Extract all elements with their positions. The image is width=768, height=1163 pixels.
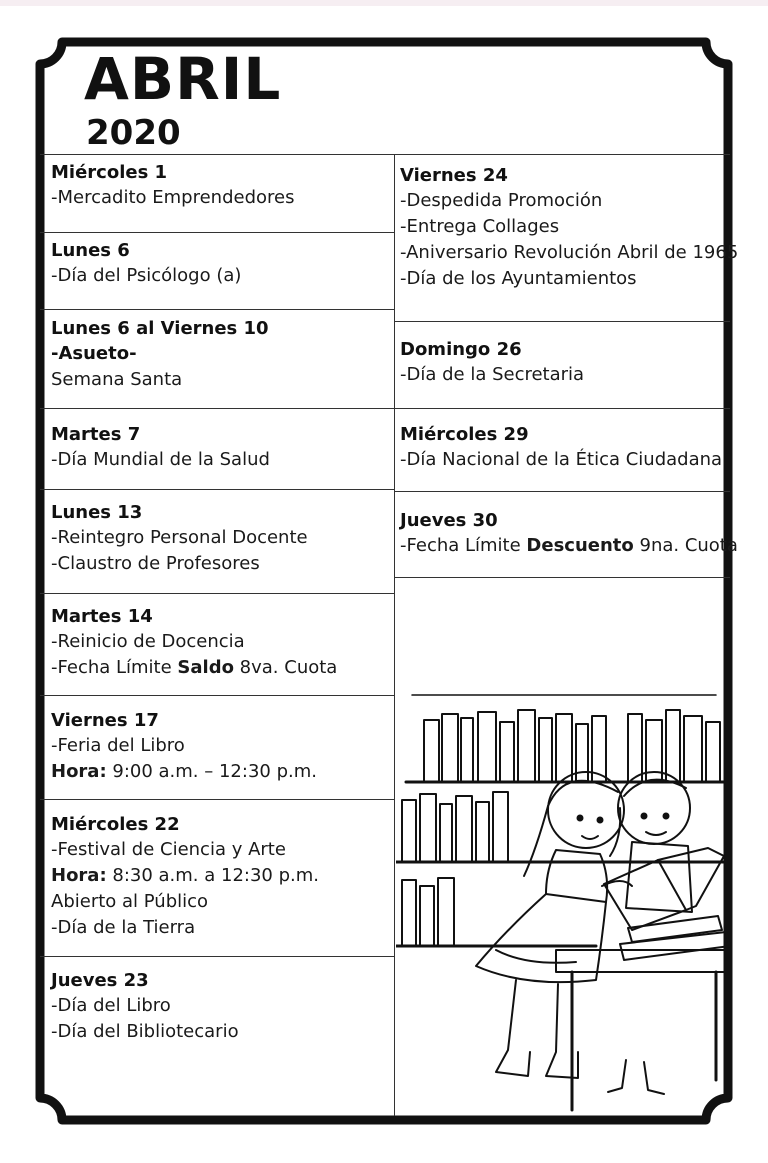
row-divider	[40, 593, 395, 594]
event-line: -Día del Libro	[51, 995, 171, 1016]
event-date: Jueves 23	[51, 970, 149, 991]
event-line: Hora: 8:30 a.m. a 12:30 p.m.	[51, 865, 319, 886]
row-divider	[40, 489, 395, 490]
event-line: -Día de la Secretaria	[400, 364, 585, 385]
event-line: -Fecha Límite Saldo 8va. Cuota	[51, 657, 338, 678]
event-line: -Entrega Collages	[400, 216, 560, 237]
event-cell	[51, 238, 241, 289]
event-date: Miércoles 29	[400, 424, 529, 445]
event-line: -Fecha Límite Descuento 9na. Cuota	[400, 535, 738, 556]
event-line: Hora: 9:00 a.m. – 12:30 p.m.	[51, 761, 317, 782]
event-line: -Festival de Ciencia y Arte	[51, 839, 286, 860]
event-line: Semana Santa	[51, 369, 183, 390]
event-line: -Día de la Tierra	[51, 917, 196, 938]
table-top-line	[40, 154, 730, 155]
year-title: 2020	[86, 113, 181, 153]
event-date: Viernes 24	[400, 165, 508, 186]
event-line: -Asueto-	[51, 343, 137, 364]
event-date: Miércoles 1	[51, 162, 168, 183]
event-cell	[51, 316, 269, 393]
event-cell	[51, 604, 337, 681]
event-line: -Mercadito Emprendedores	[51, 187, 295, 208]
row-divider	[395, 408, 730, 409]
event-date: Lunes 6 al Viernes 10	[51, 318, 269, 339]
row-divider	[40, 408, 395, 409]
event-cell	[51, 708, 317, 785]
event-date: Domingo 26	[400, 339, 522, 360]
children-reading-books-illustration	[396, 680, 732, 1116]
event-cell	[51, 500, 308, 577]
row-divider	[40, 956, 395, 957]
emphasis-text: Descuento	[526, 535, 634, 556]
row-divider	[395, 577, 730, 578]
event-date: Lunes 13	[51, 502, 143, 523]
month-title: ABRIL	[84, 45, 282, 113]
event-line: -Feria del Libro	[51, 735, 185, 756]
event-line: -Día de los Ayuntamientos	[400, 268, 637, 289]
emphasis-text: Saldo	[177, 657, 234, 678]
event-line: -Día del Bibliotecario	[51, 1021, 239, 1042]
event-cell	[400, 337, 584, 388]
event-line: Abierto al Público	[51, 891, 209, 912]
event-cell	[400, 163, 738, 292]
event-date: Lunes 6	[51, 240, 130, 261]
event-line: -Reintegro Personal Docente	[51, 527, 308, 548]
event-date: Viernes 17	[51, 710, 159, 731]
row-divider	[40, 232, 395, 233]
event-line: -Día del Psicólogo (a)	[51, 265, 242, 286]
event-cell	[51, 160, 294, 211]
event-cell	[400, 422, 722, 473]
row-divider	[40, 695, 395, 696]
emphasis-text: Hora:	[51, 865, 107, 886]
event-line: -Claustro de Profesores	[51, 553, 260, 574]
event-line: -Reinicio de Docencia	[51, 631, 245, 652]
row-divider	[395, 321, 730, 322]
event-date: Martes 7	[51, 424, 141, 445]
column-divider	[394, 154, 395, 1116]
event-cell	[51, 422, 270, 473]
event-cell	[400, 508, 738, 559]
row-divider	[40, 799, 395, 800]
row-divider	[40, 309, 395, 310]
event-line: -Aniversario Revolución Abril de 1965	[400, 242, 739, 263]
event-date: Martes 14	[51, 606, 153, 627]
event-line: -Día Mundial de la Salud	[51, 449, 270, 470]
event-cell	[51, 968, 239, 1045]
emphasis-text: Hora:	[51, 761, 107, 782]
event-date: Jueves 30	[400, 510, 498, 531]
event-line: -Despedida Promoción	[400, 190, 603, 211]
row-divider	[395, 491, 730, 492]
event-date: Miércoles 22	[51, 814, 180, 835]
event-line: -Día Nacional de la Ética Ciudadana	[400, 449, 723, 470]
event-cell	[51, 812, 319, 941]
